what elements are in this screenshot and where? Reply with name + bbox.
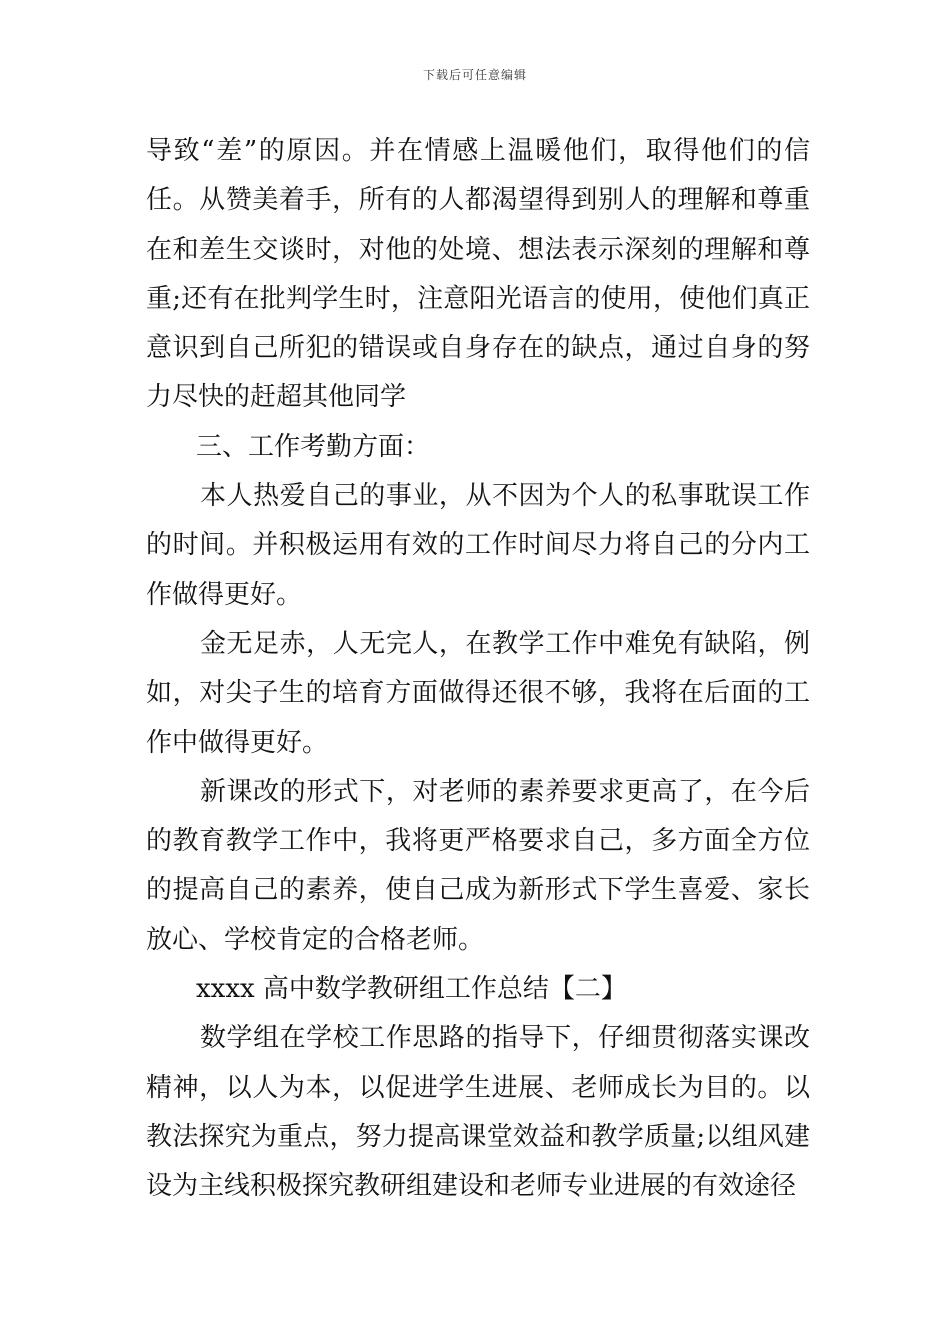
section-heading-attendance: 三、工作考勤方面： [196,431,431,462]
paragraph-shortcomings: 金无足赤，人无完人，在教学工作中难免有缺陷，例如，对尖子生的培育方面做得还很不够，我将在后面的工作中做得更好。 [146,628,810,758]
page-header: 下载后可任意编辑 [422,68,527,82]
paragraph-new-curriculum: 新课改的形式下，对老师的素养要求更高了，在今后的教育教学工作中，我将更严格要求自己，多方面全方位的提高自己的素养，使自己成为新形式下学生喜爱、家长放心、学校肯定的合格老师。 [146,776,810,955]
paragraph-math-group: 数学组在学校工作思路的指导下，仔细贯彻落实课改精神，以人为本，以促进学生进展、老师成长为目的。以教法探究为重点，努力提高课堂效益和教学质量;以组风建设为主线积极探究教研组建设和老师专业进展的有效途径 [146,1023,810,1202]
document-body [146,127,810,1212]
paragraph-continuation: 导致“差”的原因。并在情感上温暖他们，取得他们的信任。从赞美着手，所有的人都渴望得到别人的理解和尊重在和差生交谈时，对他的处境、想法表示深刻的理解和尊重;还有在批判学生时，注意阳光语言的使用，使他们真正意识到自己所犯的错误或自身存在的缺点，通过自身的努力尽快的赶超其他同学 [146,136,810,413]
paragraph-attendance: 本人热爱自己的事业，从不因为个人的私事耽误工作的时间。并积极运用有效的工作时间尽力将自己的分内工作做得更好。 [146,481,810,610]
section-title-summary-two: xxxx 高中数学教研组工作总结【二】 [196,974,627,1005]
